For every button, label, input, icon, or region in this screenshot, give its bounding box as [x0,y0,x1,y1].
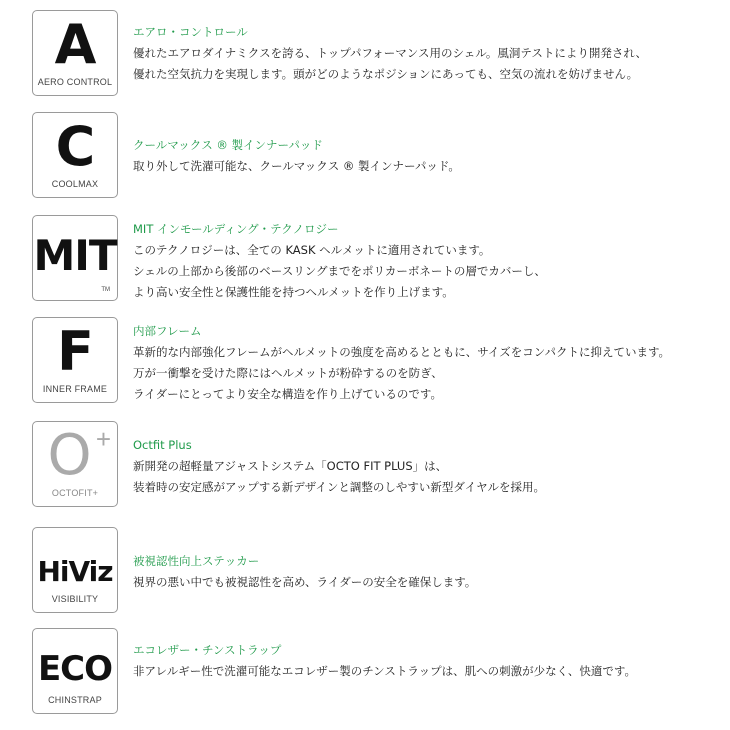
feature-title: 被視認性向上ステッカー [133,554,260,568]
feature-desc-line: 取り外して洗濯可能な、クールマックス ® 製インナーパッド。 [133,159,460,173]
badge-glyph: O [47,423,91,488]
badge-glyph: MIT [33,231,117,280]
badge-sublabel: INNER FRAME [42,384,108,394]
feature-title: クールマックス ® 製インナーパッド [133,138,323,152]
feature-desc-line: 新開発の超軽量アジャストシステム「OCTO FIT PLUS」は、 [133,459,448,473]
trademark-mark: TM [101,287,110,293]
octofit-plus-badge-icon [32,421,118,507]
feature-desc-line: より高い安全性と保護性能を持つヘルメットを作り上げます。 [133,285,454,299]
feature-desc-line: 優れたエアロダイナミクスを誇る、トップパフォーマンス用のシェル。風洞テストにより開発され、 [133,46,648,60]
feature-desc-line: ライダーにとってより安全な構造を作り上げているのです。 [133,387,443,401]
feature-desc-line: 視界の悪い中でも被視認性を高め、ライダーの安全を確保します。 [133,575,477,589]
badge-sublabel: OCTOFIT+ [51,488,99,498]
aero-control-badge-icon [32,10,118,96]
feature-desc-line: このテクノロジーは、全ての KASK ヘルメットに適用されています。 [133,243,491,257]
coolmax-badge-icon [32,112,118,198]
feature-title: エアロ・コントロール [133,25,248,39]
feature-desc-line: 優れた空気抗力を実現します。頭がどのようなポジションにあっても、空気の流れを妨げません。 [133,67,639,81]
badge-sublabel: VISIBILITY [51,594,99,604]
mit-badge-icon [32,215,118,301]
badge-glyph: HiViz [37,555,113,588]
feature-desc-line: シェルの上部から後部のベースリングまでをポリカーボネートの層でカバーし、 [133,264,546,278]
feature-title: Octfit Plus [133,438,192,452]
badge-superscript: + [95,424,111,454]
feature-desc-line: 万が一衝撃を受けた際にはヘルメットが粉砕するのを防ぎ、 [133,366,443,380]
feature-title: MIT インモールディング・テクノロジー [133,222,339,236]
badge-glyph: C [55,115,95,178]
badge-sublabel: COOLMAX [51,179,99,189]
badge-glyph: A [54,13,96,76]
badge-sublabel: CHINSTRAP [48,695,102,705]
feature-desc-line: 装着時の安定感がアップする新デザインと調整のしやすい新型ダイヤルを採用。 [133,480,546,494]
hiviz-badge-icon [32,527,118,613]
feature-desc-line: 革新的な内部強化フレームがヘルメットの強度を高めるとともに、サイズをコンパクトに抑えています。 [133,345,671,359]
badge-sublabel: AERO CONTROL [37,77,113,87]
eco-chinstrap-badge-icon [32,628,118,714]
feature-desc-line: 非アレルギー性で洗濯可能なエコレザー製のチンストラップは、肌への刺激が少なく、快適です。 [133,664,636,678]
badge-glyph: F [57,320,93,383]
feature-title: 内部フレーム [133,324,202,338]
badge-glyph: ECO [37,649,113,689]
inner-frame-badge-icon [32,317,118,403]
feature-title: エコレザー・チンストラップ [133,643,282,657]
